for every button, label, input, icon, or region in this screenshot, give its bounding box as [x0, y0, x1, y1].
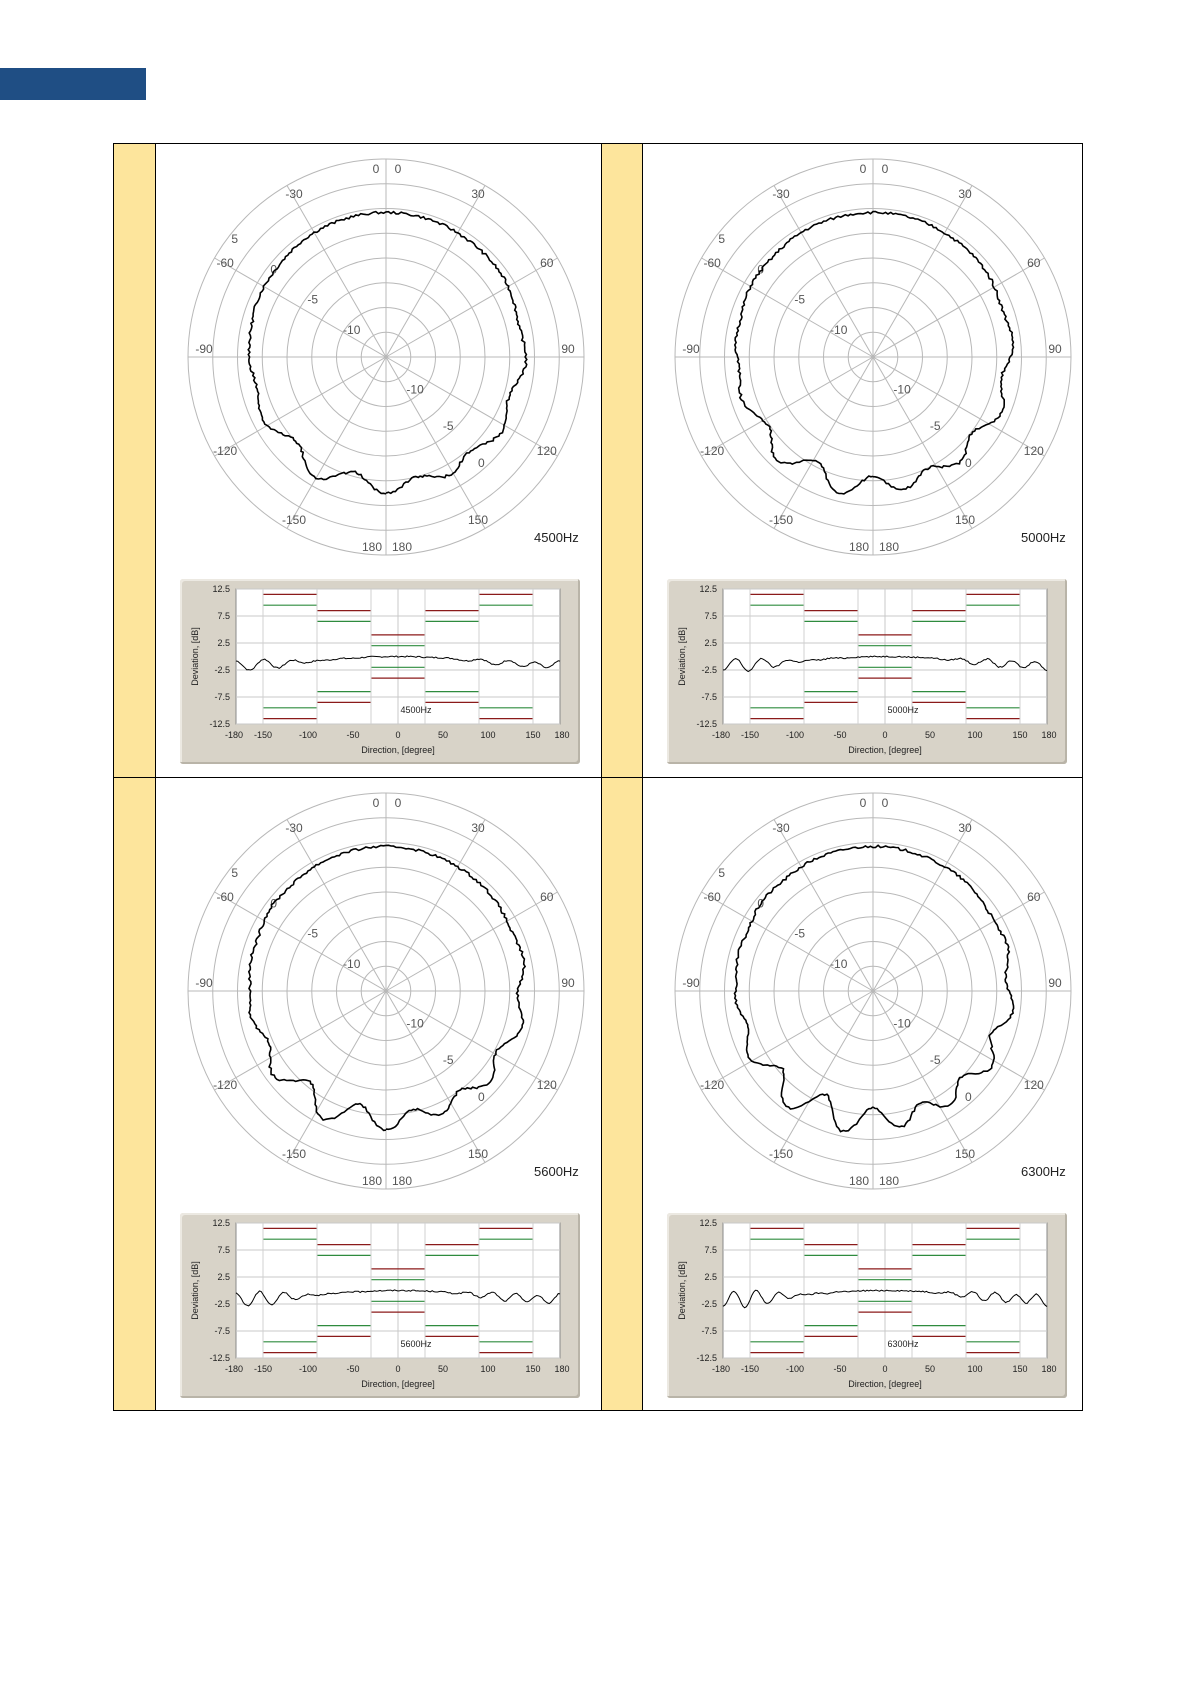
deviation-xtick-label: -150 — [253, 730, 273, 740]
polar-angle-label: 0 — [394, 162, 402, 176]
polar-angle-label: -30 — [285, 187, 303, 202]
deviation-xtick-label: -100 — [298, 1364, 318, 1374]
polar-radial-label: -5 — [929, 1053, 941, 1068]
polar-radial-label: -5 — [794, 292, 806, 307]
deviation-frequency-label: 6300Hz — [887, 1339, 919, 1350]
polar-spoke — [215, 892, 386, 991]
polar-radial-label: 5 — [718, 231, 726, 246]
polar-angle-label: 180 — [848, 540, 870, 554]
polar-spoke — [215, 991, 386, 1090]
polar-radial-label: 0 — [270, 262, 278, 277]
deviation-xtick-label: 180 — [1041, 730, 1057, 740]
polar-chart — [168, 786, 588, 1206]
polar-angle-label: 180 — [848, 1174, 870, 1188]
polar-radial-label: -10 — [406, 382, 424, 397]
polar-radial-label: -5 — [929, 419, 941, 434]
polar-radial-label: 0 — [965, 455, 972, 470]
deviation-xtick-label: -150 — [740, 1364, 760, 1374]
deviation-xtick-label: 100 — [967, 1364, 983, 1374]
chart-cell-4500hz — [156, 144, 601, 777]
polar-angle-label: -60 — [703, 890, 721, 904]
polar-radial-label: -10 — [406, 1016, 424, 1031]
polar-angle-label: 90 — [1048, 976, 1062, 990]
polar-radial-label: 0 — [965, 1089, 972, 1104]
deviation-ytick-label: 12.5 — [699, 1218, 717, 1228]
deviation-frequency-label: 5000Hz — [887, 705, 919, 716]
polar-spoke — [287, 357, 386, 528]
deviation-xlabel: Direction, [degree] — [361, 745, 435, 755]
frequency-label: 5000Hz — [1021, 530, 1066, 545]
polar-spoke — [873, 892, 1044, 991]
polar-angle-label: -60 — [216, 890, 234, 904]
polar-angle-label: 150 — [954, 512, 976, 527]
polar-radial-label: 5 — [718, 865, 726, 880]
polar-angle-label: 0 — [394, 796, 402, 810]
polar-angle-label: 150 — [467, 512, 489, 527]
polar-radial-label: 0 — [757, 262, 765, 277]
deviation-frequency-label: 4500Hz — [400, 705, 432, 716]
polar-angle-label: -150 — [768, 1146, 794, 1161]
deviation-ytick-label: 2.5 — [217, 1272, 230, 1282]
chart-cell-6300hz — [643, 778, 1082, 1410]
polar-spoke — [702, 258, 873, 357]
deviation-ytick-label: 7.5 — [217, 1245, 230, 1255]
deviation-xlabel: Direction, [degree] — [361, 1379, 435, 1389]
polar-angle-label: 30 — [958, 187, 972, 202]
deviation-ytick-label: 12.5 — [699, 584, 717, 594]
deviation-xtick-label: -180 — [224, 730, 244, 740]
polar-angle-label: 30 — [471, 821, 485, 836]
polar-spoke — [287, 991, 386, 1162]
side-cell — [601, 144, 643, 777]
polar-angle-label: -60 — [216, 256, 234, 270]
polar-radial-label: -10 — [893, 1016, 911, 1031]
results-table — [113, 143, 1083, 1411]
deviation-xtick-label: 0 — [882, 730, 888, 740]
polar-radial-label: 0 — [478, 455, 485, 470]
polar-spoke — [873, 991, 972, 1162]
polar-spoke — [287, 820, 386, 991]
polar-angle-label: -150 — [768, 512, 794, 527]
deviation-chart — [180, 1213, 580, 1398]
deviation-ytick-label: -2.5 — [214, 1299, 230, 1309]
deviation-ylabel: Deviation, [dB] — [677, 627, 687, 686]
polar-angle-label: -120 — [213, 444, 238, 458]
polar-spoke — [774, 991, 873, 1162]
polar-radial-label: 5 — [231, 231, 239, 246]
deviation-xtick-label: 50 — [437, 1364, 449, 1374]
polar-angle-label: -120 — [700, 444, 725, 458]
polar-spoke — [702, 892, 873, 991]
deviation-xtick-label: 100 — [967, 730, 983, 740]
deviation-xtick-label: 100 — [480, 1364, 496, 1374]
polar-spoke — [873, 991, 1044, 1090]
deviation-xtick-label: 180 — [554, 1364, 570, 1374]
deviation-xlabel: Direction, [degree] — [848, 745, 922, 755]
polar-angle-label: -30 — [772, 821, 790, 836]
deviation-panel — [667, 1213, 1067, 1398]
deviation-xtick-label: 0 — [395, 730, 401, 740]
deviation-panel — [180, 579, 580, 764]
deviation-xtick-label: 50 — [437, 730, 449, 740]
polar-chart — [655, 152, 1075, 572]
deviation-ytick-label: -12.5 — [209, 1353, 230, 1363]
polar-spoke — [386, 892, 557, 991]
polar-spoke — [774, 186, 873, 357]
polar-angle-label: 180 — [878, 540, 900, 554]
deviation-panel — [180, 1213, 580, 1398]
deviation-xtick-label: -150 — [740, 730, 760, 740]
polar-angle-label: 60 — [1027, 256, 1041, 270]
frequency-label: 5600Hz — [534, 1164, 579, 1179]
polar-angle-label: 90 — [561, 976, 575, 990]
polar-angle-label: 180 — [361, 540, 383, 554]
deviation-xtick-label: -100 — [785, 730, 805, 740]
deviation-ytick-label: -2.5 — [214, 665, 230, 675]
deviation-xtick-label: -100 — [785, 1364, 805, 1374]
polar-spoke — [873, 357, 972, 528]
polar-angle-label: 0 — [881, 162, 889, 176]
deviation-xtick-label: -50 — [833, 730, 847, 740]
deviation-xtick-label: -180 — [711, 730, 731, 740]
deviation-xtick-label: -100 — [298, 730, 318, 740]
chart-cell-5600hz — [156, 778, 601, 1410]
deviation-ytick-label: -2.5 — [701, 665, 717, 675]
polar-spoke — [215, 357, 386, 456]
deviation-ytick-label: 7.5 — [217, 611, 230, 621]
polar-radial-label: 0 — [478, 1089, 485, 1104]
deviation-xtick-label: 150 — [1012, 1364, 1028, 1374]
deviation-ytick-label: -7.5 — [701, 692, 717, 702]
side-cell — [601, 777, 643, 1410]
polar-spoke — [873, 820, 972, 991]
polar-spoke — [386, 258, 557, 357]
deviation-ytick-label: 2.5 — [704, 1272, 717, 1282]
polar-radial-label: -5 — [307, 926, 319, 941]
polar-chart — [168, 152, 588, 572]
polar-spoke — [386, 186, 485, 357]
polar-spoke — [386, 820, 485, 991]
polar-angle-label: 90 — [1048, 342, 1062, 356]
deviation-xtick-label: 180 — [1041, 1364, 1057, 1374]
polar-response-curve — [249, 845, 525, 1130]
polar-angle-label: 0 — [859, 162, 867, 176]
polar-angle-label: 0 — [372, 162, 380, 176]
polar-radial-label: 0 — [757, 896, 765, 911]
deviation-ytick-label: -12.5 — [696, 1353, 717, 1363]
polar-radial-label: -5 — [307, 292, 319, 307]
deviation-xtick-label: -150 — [253, 1364, 273, 1374]
deviation-xtick-label: 150 — [525, 730, 541, 740]
polar-angle-label: 60 — [540, 890, 554, 904]
side-cell — [114, 777, 156, 1410]
polar-radial-label: -5 — [442, 419, 454, 434]
deviation-xtick-label: 50 — [924, 1364, 936, 1374]
deviation-ytick-label: 2.5 — [217, 638, 230, 648]
polar-radial-label: -5 — [794, 926, 806, 941]
deviation-ytick-label: 12.5 — [212, 584, 230, 594]
deviation-ytick-label: 12.5 — [212, 1218, 230, 1228]
deviation-frequency-label: 5600Hz — [400, 1339, 432, 1350]
polar-angle-label: -120 — [213, 1078, 238, 1092]
polar-spoke — [873, 357, 1044, 456]
deviation-ytick-label: -7.5 — [214, 1326, 230, 1336]
deviation-xtick-label: 150 — [525, 1364, 541, 1374]
deviation-xtick-label: 0 — [882, 1364, 888, 1374]
polar-angle-label: -90 — [682, 342, 700, 356]
polar-angle-label: 90 — [561, 342, 575, 356]
polar-angle-label: 120 — [536, 1078, 557, 1092]
deviation-ytick-label: 7.5 — [704, 1245, 717, 1255]
deviation-xlabel: Direction, [degree] — [848, 1379, 922, 1389]
deviation-ylabel: Deviation, [dB] — [677, 1261, 687, 1320]
polar-spoke — [215, 258, 386, 357]
polar-angle-label: -90 — [195, 342, 213, 356]
deviation-xtick-label: -180 — [711, 1364, 731, 1374]
deviation-xtick-label: -50 — [346, 730, 360, 740]
polar-chart — [655, 786, 1075, 1206]
polar-radial-label: -10 — [343, 323, 361, 338]
deviation-ytick-label: 7.5 — [704, 611, 717, 621]
polar-angle-label: -60 — [703, 256, 721, 270]
polar-angle-label: -120 — [700, 1078, 725, 1092]
polar-angle-label: 0 — [372, 796, 380, 810]
polar-spoke — [702, 357, 873, 456]
polar-spoke — [702, 991, 873, 1090]
polar-angle-label: 120 — [1023, 444, 1044, 458]
polar-angle-label: 60 — [1027, 890, 1041, 904]
polar-angle-label: 30 — [471, 187, 485, 202]
deviation-xtick-label: 180 — [554, 730, 570, 740]
deviation-xtick-label: 150 — [1012, 730, 1028, 740]
polar-radial-label: -10 — [830, 957, 848, 972]
polar-angle-label: -90 — [195, 976, 213, 990]
frequency-label: 4500Hz — [534, 530, 579, 545]
polar-spoke — [873, 258, 1044, 357]
deviation-xtick-label: 100 — [480, 730, 496, 740]
deviation-panel — [667, 579, 1067, 764]
polar-angle-label: 0 — [859, 796, 867, 810]
polar-spoke — [386, 991, 485, 1162]
side-cell — [114, 144, 156, 777]
polar-angle-label: 150 — [954, 1146, 976, 1161]
polar-spoke — [873, 186, 972, 357]
polar-radial-label: -5 — [442, 1053, 454, 1068]
polar-angle-label: 180 — [361, 1174, 383, 1188]
chart-cell-5000hz — [643, 144, 1082, 777]
polar-angle-label: -150 — [281, 512, 307, 527]
polar-angle-label: -90 — [682, 976, 700, 990]
polar-spoke — [774, 357, 873, 528]
deviation-ytick-label: 2.5 — [704, 638, 717, 648]
deviation-ytick-label: -2.5 — [701, 1299, 717, 1309]
polar-angle-label: -30 — [772, 187, 790, 202]
deviation-xtick-label: 0 — [395, 1364, 401, 1374]
polar-spoke — [774, 820, 873, 991]
deviation-ylabel: Deviation, [dB] — [190, 1261, 200, 1320]
polar-angle-label: 180 — [391, 1174, 413, 1188]
deviation-chart — [667, 579, 1067, 764]
deviation-ytick-label: -12.5 — [696, 719, 717, 729]
polar-angle-label: 0 — [881, 796, 889, 810]
polar-spoke — [386, 991, 557, 1090]
polar-spoke — [386, 357, 557, 456]
polar-radial-label: -10 — [343, 957, 361, 972]
polar-radial-label: -10 — [830, 323, 848, 338]
polar-angle-label: 30 — [958, 821, 972, 836]
deviation-ytick-label: -12.5 — [209, 719, 230, 729]
polar-angle-label: 180 — [878, 1174, 900, 1188]
polar-angle-label: 180 — [391, 540, 413, 554]
polar-angle-label: -30 — [285, 821, 303, 836]
deviation-xtick-label: -50 — [346, 1364, 360, 1374]
frequency-label: 6300Hz — [1021, 1164, 1066, 1179]
deviation-ylabel: Deviation, [dB] — [190, 627, 200, 686]
polar-spoke — [386, 357, 485, 528]
deviation-ytick-label: -7.5 — [214, 692, 230, 702]
deviation-chart — [180, 579, 580, 764]
polar-angle-label: -150 — [281, 1146, 307, 1161]
header-bar — [0, 68, 146, 100]
polar-angle-label: 60 — [540, 256, 554, 270]
polar-angle-label: 120 — [1023, 1078, 1044, 1092]
polar-angle-label: 150 — [467, 1146, 489, 1161]
deviation-ytick-label: -7.5 — [701, 1326, 717, 1336]
deviation-xtick-label: -50 — [833, 1364, 847, 1374]
polar-radial-label: 0 — [270, 896, 278, 911]
deviation-chart — [667, 1213, 1067, 1398]
polar-angle-label: 120 — [536, 444, 557, 458]
polar-spoke — [287, 186, 386, 357]
polar-radial-label: 5 — [231, 865, 239, 880]
polar-radial-label: -10 — [893, 382, 911, 397]
deviation-xtick-label: -180 — [224, 1364, 244, 1374]
deviation-xtick-label: 50 — [924, 730, 936, 740]
